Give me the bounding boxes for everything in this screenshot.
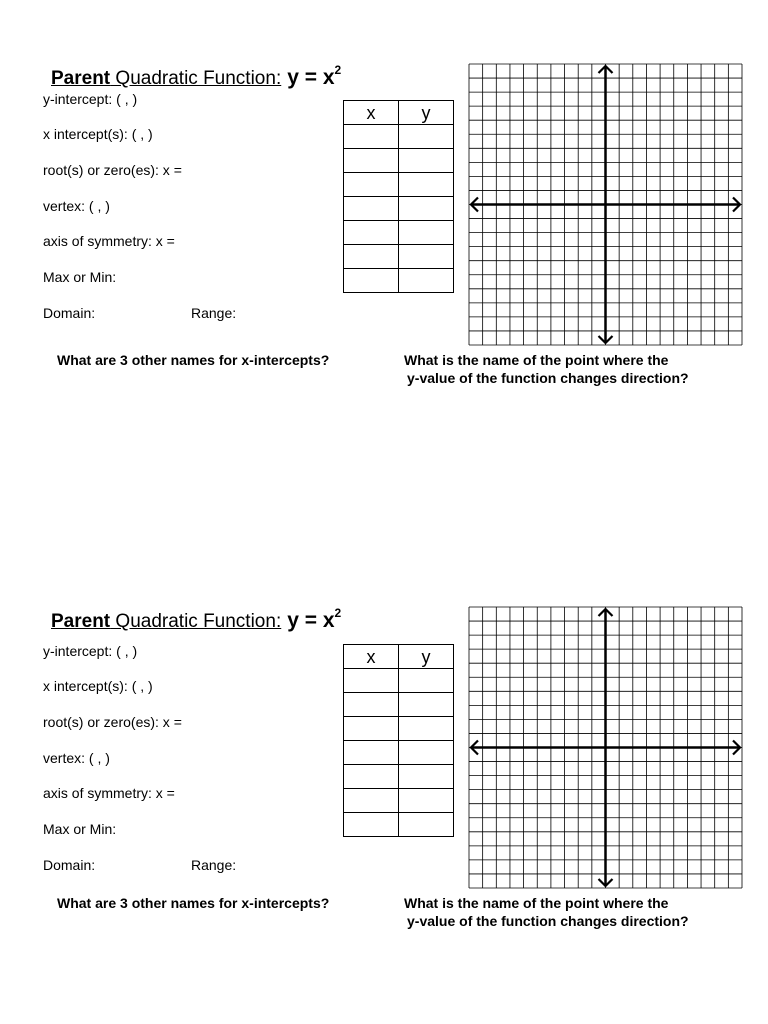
table-row: [344, 741, 454, 765]
worksheet-1: [0, 60, 768, 460]
domain-field[interactable]: Domain:: [43, 305, 96, 321]
title-bold: Parent: [51, 611, 111, 632]
y-column-header: y: [399, 101, 454, 125]
max-min-field[interactable]: Max or Min:: [43, 269, 117, 285]
x-cell[interactable]: [344, 789, 399, 813]
coordinate-grid[interactable]: [468, 63, 744, 347]
x-cell[interactable]: [344, 693, 399, 717]
equation-base: y = x: [287, 609, 335, 632]
question-x-intercept-names: What are 3 other names for x-intercepts?: [57, 895, 330, 911]
coordinate-grid[interactable]: [468, 606, 744, 890]
table-row: [344, 197, 454, 221]
x-cell[interactable]: [344, 269, 399, 293]
worksheet-2: [0, 603, 768, 1003]
table-row: [344, 717, 454, 741]
title-rest: Quadratic Function:: [110, 68, 282, 89]
y-cell[interactable]: [399, 173, 454, 197]
x-cell[interactable]: [344, 173, 399, 197]
x-cell[interactable]: [344, 221, 399, 245]
y-cell[interactable]: [399, 765, 454, 789]
x-cell[interactable]: [344, 669, 399, 693]
worksheet-title: [51, 60, 341, 91]
table-row: [344, 245, 454, 269]
equation-base: y = x: [287, 66, 335, 89]
x-column-header: x: [344, 645, 399, 669]
y-cell[interactable]: [399, 197, 454, 221]
x-cell[interactable]: [344, 125, 399, 149]
title-equation: [287, 63, 342, 89]
x-cell[interactable]: [344, 717, 399, 741]
x-cell[interactable]: [344, 813, 399, 837]
y-cell[interactable]: [399, 269, 454, 293]
range-field[interactable]: Range:: [191, 857, 237, 873]
roots-field[interactable]: root(s) or zero(es): x =: [43, 162, 182, 178]
question-vertex-line1: What is the name of the point where the: [404, 895, 669, 911]
range-field[interactable]: Range:: [191, 305, 237, 321]
y-intercept-field[interactable]: y-intercept: ( , ): [43, 91, 138, 107]
xy-table: [343, 644, 454, 837]
question-vertex-line1: What is the name of the point where the: [404, 352, 669, 368]
x-column-header: x: [344, 101, 399, 125]
table-row: [344, 173, 454, 197]
y-cell[interactable]: [399, 693, 454, 717]
table-row: [344, 765, 454, 789]
x-cell[interactable]: [344, 765, 399, 789]
y-cell[interactable]: [399, 125, 454, 149]
xy-table: [343, 100, 454, 293]
x-intercepts-field[interactable]: x intercept(s): ( , ): [43, 126, 153, 142]
table-row: [344, 149, 454, 173]
vertex-field[interactable]: vertex: ( , ): [43, 198, 110, 214]
axis-of-symmetry-field[interactable]: axis of symmetry: x =: [43, 233, 175, 249]
y-cell[interactable]: [399, 813, 454, 837]
x-cell[interactable]: [344, 245, 399, 269]
y-cell[interactable]: [399, 221, 454, 245]
roots-field[interactable]: root(s) or zero(es): x =: [43, 714, 182, 730]
y-cell[interactable]: [399, 789, 454, 813]
question-x-intercept-names: What are 3 other names for x-intercepts?: [57, 352, 330, 368]
max-min-field[interactable]: Max or Min:: [43, 821, 117, 837]
table-row: [344, 669, 454, 693]
equation-exponent: 2: [334, 606, 342, 620]
table-row: [344, 813, 454, 837]
question-vertex-line2: y-value of the function changes direction?: [407, 913, 689, 929]
worksheet-title: [51, 603, 341, 634]
x-intercepts-field[interactable]: x intercept(s): ( , ): [43, 678, 153, 694]
y-cell[interactable]: [399, 669, 454, 693]
y-cell[interactable]: [399, 245, 454, 269]
y-cell[interactable]: [399, 741, 454, 765]
x-cell[interactable]: [344, 149, 399, 173]
table-row: [344, 221, 454, 245]
y-cell[interactable]: [399, 717, 454, 741]
title-rest: Quadratic Function:: [110, 611, 282, 632]
table-row: [344, 269, 454, 293]
table-row: [344, 693, 454, 717]
y-column-header: y: [399, 645, 454, 669]
table-row: [344, 125, 454, 149]
axis-of-symmetry-field[interactable]: axis of symmetry: x =: [43, 785, 175, 801]
x-cell[interactable]: [344, 741, 399, 765]
title-equation: [287, 606, 342, 632]
question-vertex-line2: y-value of the function changes direction?: [407, 370, 689, 386]
x-cell[interactable]: [344, 197, 399, 221]
equation-exponent: 2: [334, 63, 342, 77]
y-intercept-field[interactable]: y-intercept: ( , ): [43, 643, 138, 659]
title-bold: Parent: [51, 68, 111, 89]
domain-field[interactable]: Domain:: [43, 857, 96, 873]
y-cell[interactable]: [399, 149, 454, 173]
vertex-field[interactable]: vertex: ( , ): [43, 750, 110, 766]
table-row: [344, 789, 454, 813]
